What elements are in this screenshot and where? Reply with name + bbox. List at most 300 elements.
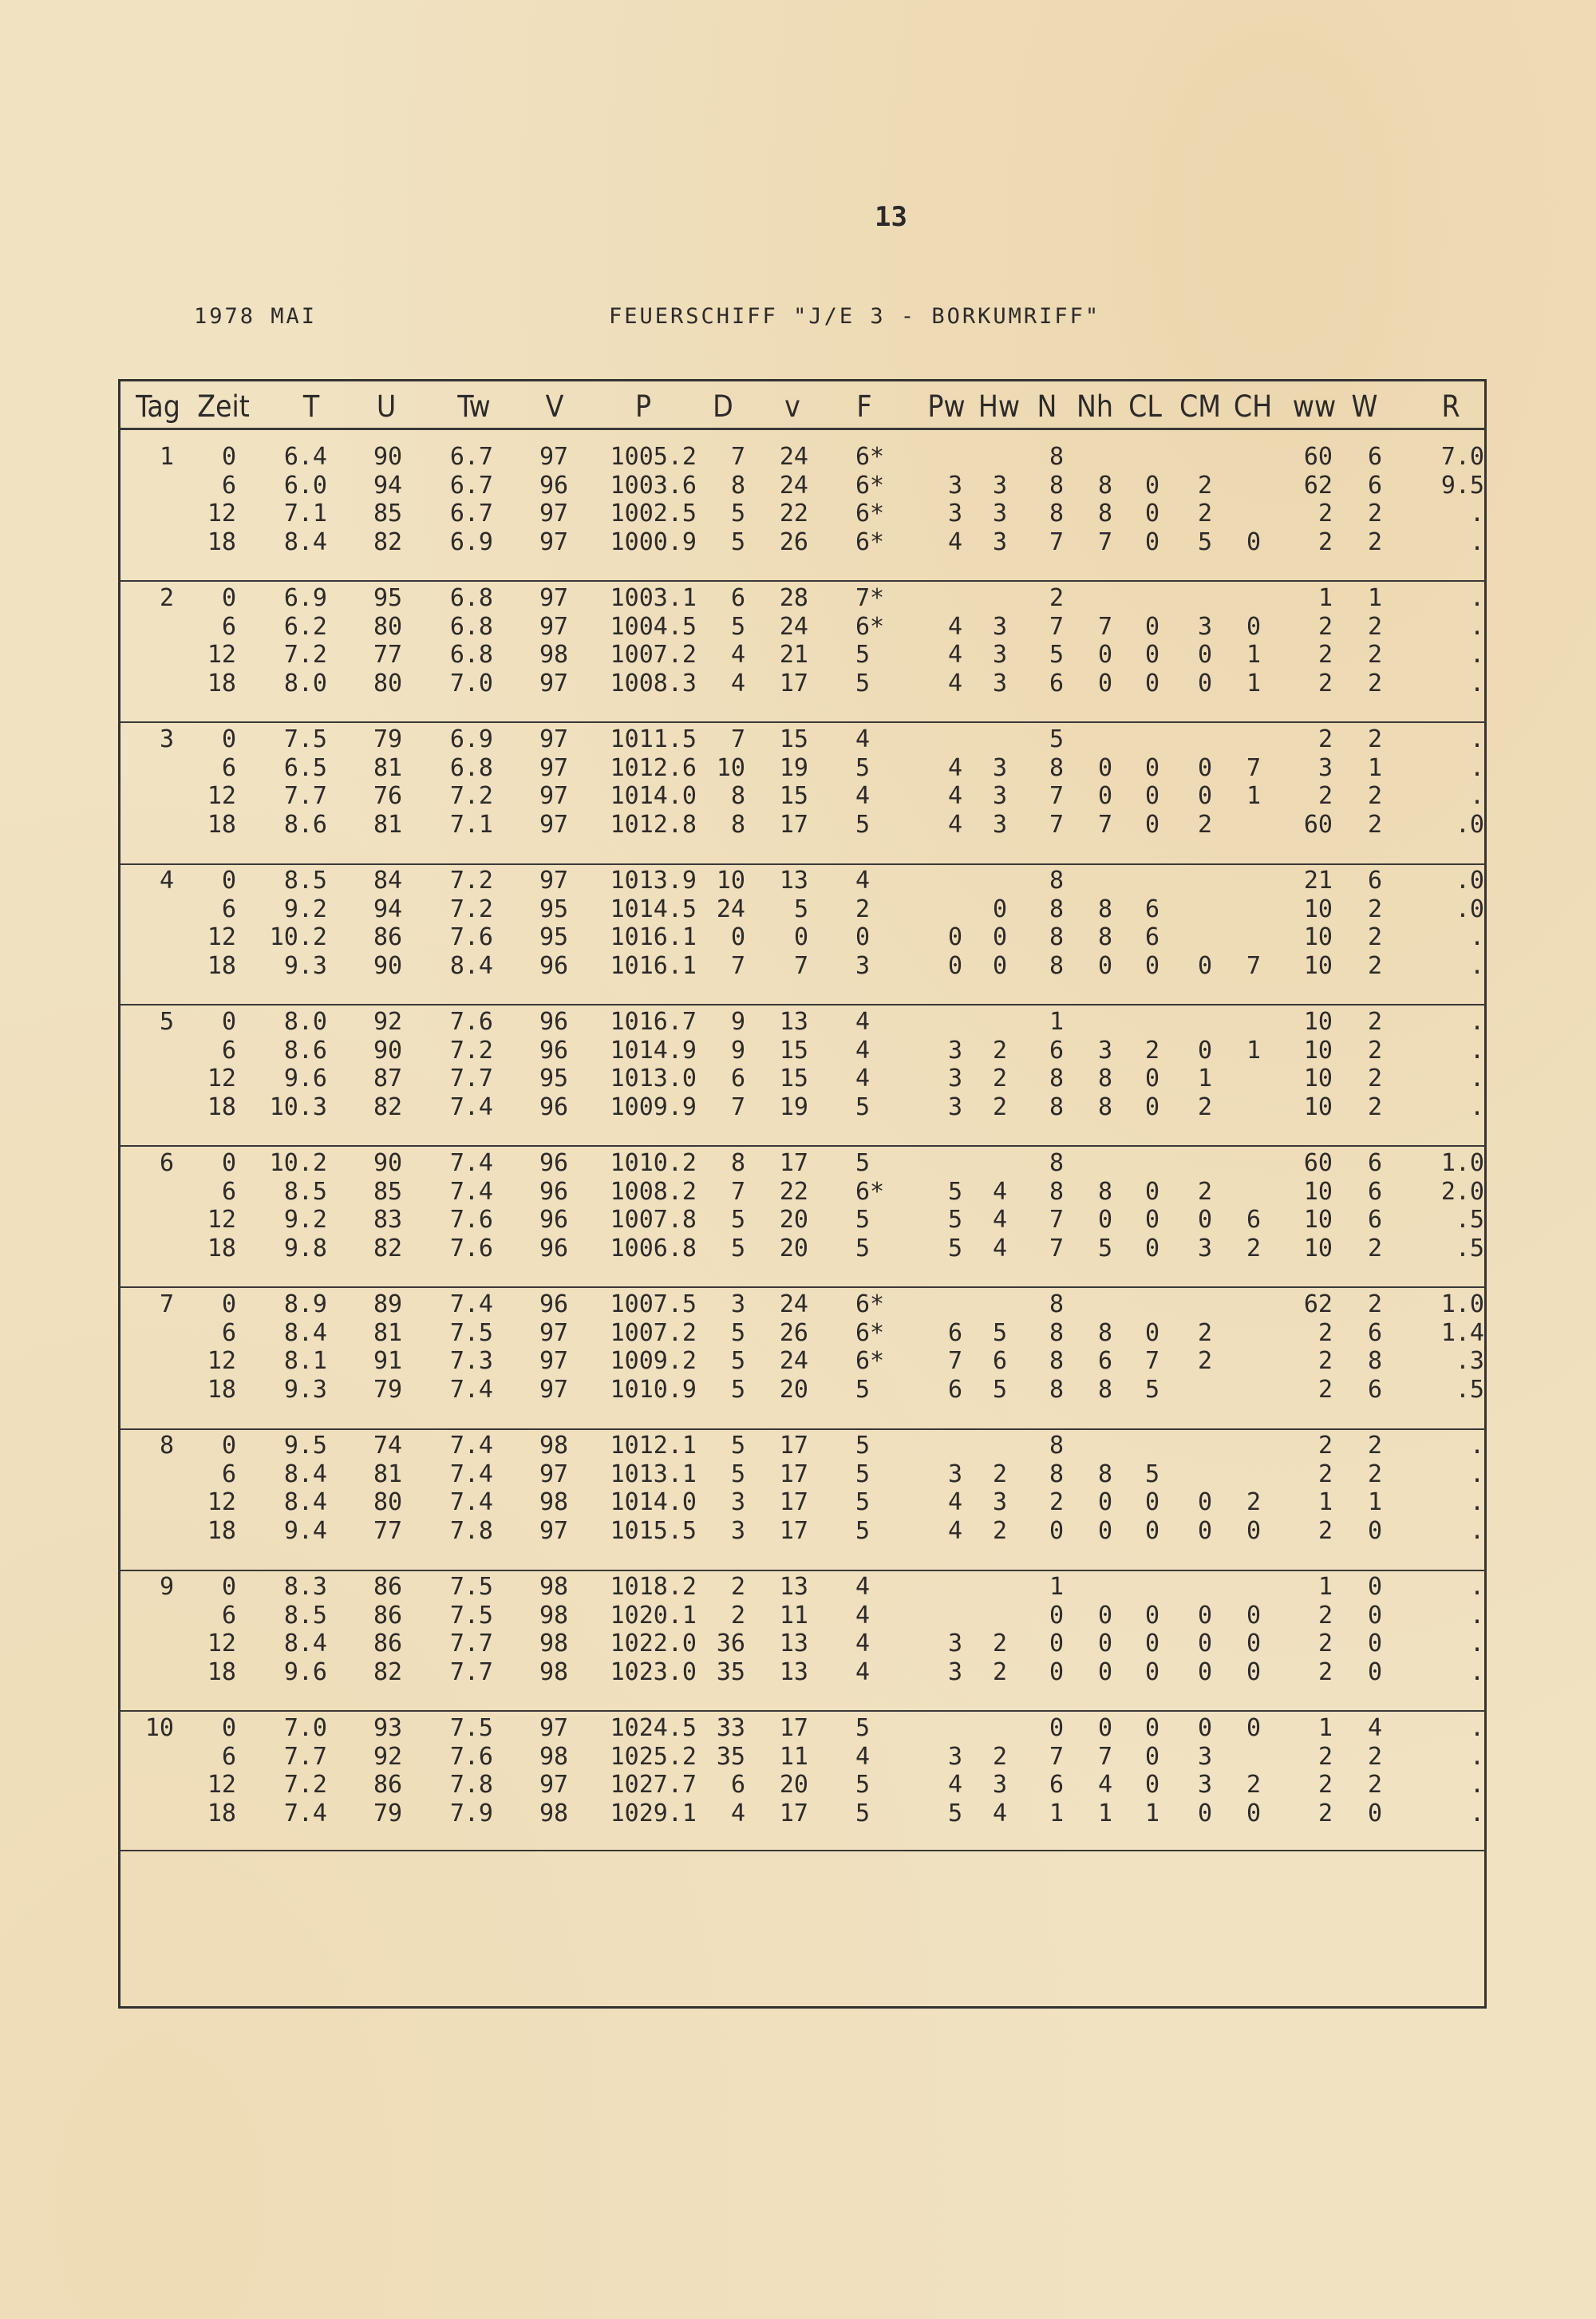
cell-w: 2 xyxy=(1367,895,1383,923)
cell-p: 1027.7 xyxy=(610,1771,697,1799)
cell-zeit: 0 xyxy=(221,1432,236,1460)
cell-nh: 8 xyxy=(1097,500,1113,527)
cell-n: 7 xyxy=(1049,1742,1065,1771)
cell-vv: 20 xyxy=(779,1206,808,1234)
cell-cl: 0 xyxy=(1144,782,1160,810)
cell-vv: 11 xyxy=(779,1742,808,1771)
cell-pw: 4 xyxy=(947,612,963,641)
cell-f: 3 xyxy=(855,951,871,980)
day-number: 8 xyxy=(159,1432,174,1460)
cell-tw: 7.5 xyxy=(449,1601,493,1630)
cell-d: 36 xyxy=(716,1630,745,1657)
cell-d: 6 xyxy=(730,1065,745,1092)
cell-tw: 7.5 xyxy=(449,1318,493,1347)
cell-w: 2 xyxy=(1367,1742,1383,1771)
cell-ch: 0 xyxy=(1246,1516,1262,1545)
cell-ww: 60 xyxy=(1303,443,1333,471)
cell-u: 79 xyxy=(373,725,403,753)
cell-n: 7 xyxy=(1049,1206,1065,1234)
cell-t: 7.2 xyxy=(283,641,327,669)
cell-hw: 3 xyxy=(992,1488,1008,1516)
cell-hw: 3 xyxy=(992,782,1008,810)
cell-tw: 7.2 xyxy=(449,895,493,923)
cell-u: 80 xyxy=(373,1488,403,1516)
cell-hw: 3 xyxy=(992,500,1008,527)
cell-p: 1013.1 xyxy=(610,1460,697,1488)
cell-vv: 20 xyxy=(779,1234,808,1262)
cell-tw: 7.1 xyxy=(449,810,493,839)
cell-cm: 2 xyxy=(1197,810,1213,839)
cell-u: 90 xyxy=(373,951,403,980)
cell-w: 2 xyxy=(1367,641,1383,669)
cell-pw: 4 xyxy=(947,1771,963,1799)
cell-pw: 5 xyxy=(947,1177,963,1206)
cell-zeit: 6 xyxy=(221,1177,236,1206)
cell-n: 8 xyxy=(1049,1375,1065,1404)
cell-cl: 6 xyxy=(1144,895,1160,923)
cell-hw: 2 xyxy=(992,1742,1008,1771)
cell-d: 0 xyxy=(730,923,745,951)
cell-tw: 6.9 xyxy=(449,725,493,753)
cell-pw: 4 xyxy=(947,810,963,839)
cell-cl: 0 xyxy=(1144,1092,1160,1121)
cell-cm: 0 xyxy=(1197,1657,1213,1686)
cell-zeit: 12 xyxy=(207,1347,236,1375)
cell-vv: 17 xyxy=(779,1149,808,1177)
cell-vv: 7 xyxy=(793,951,808,980)
cell-n: 8 xyxy=(1049,923,1065,951)
cell-n: 0 xyxy=(1049,1516,1065,1545)
cell-w: 2 xyxy=(1367,1036,1383,1065)
cell-cl: 0 xyxy=(1144,1177,1160,1206)
cell-tw: 7.5 xyxy=(449,1714,493,1742)
cell-pw: 3 xyxy=(947,1657,963,1686)
cell-ww: 10 xyxy=(1303,1036,1333,1065)
cell-ww: 10 xyxy=(1303,1206,1333,1234)
cell-tw: 7.2 xyxy=(449,867,493,895)
cell-t: 8.9 xyxy=(283,1290,327,1318)
cell-ww: 2 xyxy=(1317,669,1333,697)
cell-p: 1003.6 xyxy=(610,471,697,500)
cell-u: 76 xyxy=(373,782,403,810)
cell-t: 6.0 xyxy=(283,471,327,500)
cell-f: 6* xyxy=(855,1177,885,1206)
cell-hw: 3 xyxy=(992,810,1008,839)
cell-zeit: 6 xyxy=(221,1460,236,1488)
cell-w: 1 xyxy=(1367,584,1383,612)
cell-v: 96 xyxy=(539,471,569,500)
cell-t: 7.7 xyxy=(283,1742,327,1771)
cell-cl: 0 xyxy=(1144,669,1160,697)
cell-vv: 15 xyxy=(779,1065,808,1092)
cell-p: 1007.2 xyxy=(610,641,697,669)
day-number: 10 xyxy=(144,1714,174,1742)
cell-hw: 0 xyxy=(992,895,1008,923)
cell-p: 1014.0 xyxy=(610,782,697,810)
cell-r: . xyxy=(1469,1630,1484,1657)
cell-ww: 2 xyxy=(1317,1657,1333,1686)
cell-v: 96 xyxy=(539,1008,569,1036)
cell-n: 8 xyxy=(1049,1149,1065,1177)
cell-vv: 24 xyxy=(779,1347,808,1375)
cell-ww: 2 xyxy=(1317,1771,1333,1799)
cell-n: 7 xyxy=(1049,782,1065,810)
cell-n: 8 xyxy=(1049,867,1065,895)
cell-cl: 0 xyxy=(1144,1234,1160,1262)
cell-cl: 0 xyxy=(1144,471,1160,500)
cell-p: 1010.9 xyxy=(610,1375,697,1404)
cell-ch: 0 xyxy=(1246,1601,1262,1630)
cell-ww: 1 xyxy=(1317,1488,1333,1516)
cell-n: 7 xyxy=(1049,527,1065,556)
cell-zeit: 18 xyxy=(207,1234,236,1262)
cell-u: 79 xyxy=(373,1799,403,1827)
cell-nh: 7 xyxy=(1097,612,1113,641)
cell-u: 80 xyxy=(373,612,403,641)
cell-v: 95 xyxy=(539,923,569,951)
cell-v: 97 xyxy=(539,1318,569,1347)
cell-w: 8 xyxy=(1367,1347,1383,1375)
cell-t: 6.5 xyxy=(283,753,327,782)
cell-t: 7.7 xyxy=(283,782,327,810)
cell-f: 4 xyxy=(855,782,871,810)
cell-p: 1018.2 xyxy=(610,1573,697,1601)
cell-f: 4 xyxy=(855,1008,871,1036)
cell-nh: 8 xyxy=(1097,1065,1113,1092)
cell-n: 2 xyxy=(1049,584,1065,612)
table-rule xyxy=(118,1286,1487,1288)
cell-cl: 0 xyxy=(1144,1488,1160,1516)
cell-f: 4 xyxy=(855,1065,871,1092)
cell-r: 1.0 xyxy=(1440,1149,1484,1177)
cell-cm: 0 xyxy=(1197,753,1213,782)
cell-p: 1022.0 xyxy=(610,1630,697,1657)
cell-nh: 8 xyxy=(1097,923,1113,951)
cell-cm: 0 xyxy=(1197,641,1213,669)
cell-r: . xyxy=(1469,1488,1484,1516)
cell-pw: 3 xyxy=(947,1065,963,1092)
cell-ww: 2 xyxy=(1317,782,1333,810)
cell-u: 79 xyxy=(373,1375,403,1404)
cell-vv: 13 xyxy=(779,1630,808,1657)
cell-cl: 0 xyxy=(1144,1657,1160,1686)
cell-nh: 3 xyxy=(1097,1036,1113,1065)
cell-n: 8 xyxy=(1049,1432,1065,1460)
day-number: 6 xyxy=(159,1149,174,1177)
col-head-n: N xyxy=(1037,389,1057,424)
cell-f: 4 xyxy=(855,1036,871,1065)
cell-v: 97 xyxy=(539,725,569,753)
cell-tw: 7.8 xyxy=(449,1516,493,1545)
col-head-cm: CM xyxy=(1179,389,1221,424)
cell-vv: 17 xyxy=(779,669,808,697)
cell-d: 35 xyxy=(716,1657,745,1686)
cell-p: 1013.0 xyxy=(610,1065,697,1092)
table-rule xyxy=(118,721,1487,723)
cell-zeit: 0 xyxy=(221,1290,236,1318)
table-rule xyxy=(118,580,1487,582)
cell-r: . xyxy=(1469,1036,1484,1065)
col-head-r: R xyxy=(1441,389,1460,424)
cell-u: 83 xyxy=(373,1206,403,1234)
cell-u: 81 xyxy=(373,1460,403,1488)
cell-nh: 8 xyxy=(1097,471,1113,500)
cell-w: 2 xyxy=(1367,527,1383,556)
cell-zeit: 12 xyxy=(207,1630,236,1657)
cell-u: 90 xyxy=(373,1036,403,1065)
cell-f: 6* xyxy=(855,1347,885,1375)
cell-nh: 8 xyxy=(1097,1460,1113,1488)
cell-w: 6 xyxy=(1367,1206,1383,1234)
cell-r: . xyxy=(1469,923,1484,951)
cell-w: 6 xyxy=(1367,471,1383,500)
cell-nh: 0 xyxy=(1097,1630,1113,1657)
cell-d: 5 xyxy=(730,612,745,641)
cell-vv: 17 xyxy=(779,1799,808,1827)
cell-v: 96 xyxy=(539,1206,569,1234)
cell-nh: 7 xyxy=(1097,810,1113,839)
table-rule xyxy=(118,1850,1487,1851)
cell-t: 8.3 xyxy=(283,1573,327,1601)
cell-nh: 0 xyxy=(1097,1657,1113,1686)
cell-n: 1 xyxy=(1049,1799,1065,1827)
cell-f: 4 xyxy=(855,1601,871,1630)
col-head-vv: v xyxy=(784,389,800,424)
day-number: 7 xyxy=(159,1290,174,1318)
cell-n: 8 xyxy=(1049,500,1065,527)
cell-f: 0 xyxy=(855,923,871,951)
cell-pw: 3 xyxy=(947,1036,963,1065)
cell-p: 1006.8 xyxy=(610,1234,697,1262)
cell-tw: 7.4 xyxy=(449,1092,493,1121)
cell-r: . xyxy=(1469,1432,1484,1460)
cell-tw: 7.3 xyxy=(449,1347,493,1375)
cell-t: 10.2 xyxy=(269,1149,327,1177)
cell-p: 1007.2 xyxy=(610,1318,697,1347)
cell-u: 86 xyxy=(373,1601,403,1630)
cell-n: 5 xyxy=(1049,725,1065,753)
cell-t: 7.2 xyxy=(283,1771,327,1799)
cell-f: 6* xyxy=(855,527,885,556)
cell-ww: 10 xyxy=(1303,923,1333,951)
cell-d: 8 xyxy=(730,810,745,839)
col-head-ch: CH xyxy=(1233,389,1273,424)
cell-cm: 0 xyxy=(1197,1601,1213,1630)
cell-u: 81 xyxy=(373,1318,403,1347)
cell-w: 6 xyxy=(1367,443,1383,471)
cell-v: 96 xyxy=(539,1036,569,1065)
cell-f: 5 xyxy=(855,753,871,782)
cell-p: 1005.2 xyxy=(610,443,697,471)
cell-n: 8 xyxy=(1049,1347,1065,1375)
cell-r: .0 xyxy=(1455,895,1484,923)
cell-t: 8.1 xyxy=(283,1347,327,1375)
cell-v: 97 xyxy=(539,527,569,556)
cell-nh: 8 xyxy=(1097,1177,1113,1206)
cell-d: 5 xyxy=(730,1375,745,1404)
cell-cl: 0 xyxy=(1144,1601,1160,1630)
cell-w: 0 xyxy=(1367,1516,1383,1545)
cell-n: 8 xyxy=(1049,471,1065,500)
cell-v: 97 xyxy=(539,1460,569,1488)
cell-v: 97 xyxy=(539,500,569,527)
cell-f: 5 xyxy=(855,1234,871,1262)
cell-f: 5 xyxy=(855,1460,871,1488)
cell-t: 8.0 xyxy=(283,669,327,697)
cell-zeit: 18 xyxy=(207,669,236,697)
cell-pw: 4 xyxy=(947,753,963,782)
cell-d: 4 xyxy=(730,641,745,669)
col-head-cl: CL xyxy=(1128,389,1162,424)
cell-tw: 7.6 xyxy=(449,1234,493,1262)
cell-f: 5 xyxy=(855,1488,871,1516)
cell-cl: 0 xyxy=(1144,1771,1160,1799)
cell-hw: 2 xyxy=(992,1460,1008,1488)
cell-nh: 0 xyxy=(1097,782,1113,810)
cell-hw: 6 xyxy=(992,1347,1008,1375)
cell-cm: 2 xyxy=(1197,500,1213,527)
cell-zeit: 6 xyxy=(221,471,236,500)
cell-zeit: 0 xyxy=(221,443,236,471)
cell-n: 8 xyxy=(1049,1092,1065,1121)
cell-v: 97 xyxy=(539,1347,569,1375)
cell-tw: 7.5 xyxy=(449,1573,493,1601)
cell-v: 96 xyxy=(539,1092,569,1121)
cell-vv: 17 xyxy=(779,1460,808,1488)
cell-cl: 0 xyxy=(1144,1065,1160,1092)
cell-tw: 7.4 xyxy=(449,1375,493,1404)
cell-d: 33 xyxy=(716,1714,745,1742)
cell-d: 5 xyxy=(730,1234,745,1262)
cell-vv: 22 xyxy=(779,1177,808,1206)
cell-ww: 60 xyxy=(1303,1149,1333,1177)
cell-zeit: 12 xyxy=(207,782,236,810)
cell-d: 9 xyxy=(730,1008,745,1036)
cell-cl: 5 xyxy=(1144,1375,1160,1404)
cell-zeit: 6 xyxy=(221,612,236,641)
cell-v: 95 xyxy=(539,895,569,923)
cell-p: 1008.3 xyxy=(610,669,697,697)
cell-v: 96 xyxy=(539,1149,569,1177)
cell-r: . xyxy=(1469,1799,1484,1827)
cell-r: . xyxy=(1469,1601,1484,1630)
cell-zeit: 0 xyxy=(221,867,236,895)
cell-w: 0 xyxy=(1367,1630,1383,1657)
cell-vv: 13 xyxy=(779,867,808,895)
cell-ch: 1 xyxy=(1246,1036,1262,1065)
cell-w: 6 xyxy=(1367,1177,1383,1206)
col-head-pw: Pw xyxy=(927,389,966,424)
cell-cl: 0 xyxy=(1144,500,1160,527)
cell-d: 7 xyxy=(730,1092,745,1121)
cell-ch: 1 xyxy=(1246,669,1262,697)
cell-hw: 3 xyxy=(992,1771,1008,1799)
cell-w: 2 xyxy=(1367,923,1383,951)
cell-p: 1012.6 xyxy=(610,753,697,782)
cell-w: 2 xyxy=(1367,1432,1383,1460)
cell-pw: 5 xyxy=(947,1234,963,1262)
cell-t: 7.1 xyxy=(283,500,327,527)
cell-pw: 5 xyxy=(947,1206,963,1234)
cell-ww: 2 xyxy=(1317,725,1333,753)
cell-n: 8 xyxy=(1049,1177,1065,1206)
cell-t: 7.4 xyxy=(283,1799,327,1827)
cell-tw: 7.2 xyxy=(449,782,493,810)
day-number: 1 xyxy=(159,443,174,471)
cell-pw: 3 xyxy=(947,1742,963,1771)
cell-t: 9.2 xyxy=(283,895,327,923)
table-rule xyxy=(118,863,1487,865)
cell-nh: 0 xyxy=(1097,1488,1113,1516)
cell-r: . xyxy=(1469,1742,1484,1771)
cell-w: 0 xyxy=(1367,1657,1383,1686)
cell-n: 8 xyxy=(1049,443,1065,471)
cell-d: 5 xyxy=(730,500,745,527)
cell-v: 96 xyxy=(539,951,569,980)
cell-vv: 17 xyxy=(779,1714,808,1742)
cell-r: . xyxy=(1469,753,1484,782)
cell-vv: 24 xyxy=(779,443,808,471)
cell-vv: 26 xyxy=(779,527,808,556)
cell-tw: 7.4 xyxy=(449,1290,493,1318)
cell-ww: 2 xyxy=(1317,1799,1333,1827)
cell-f: 5 xyxy=(855,1375,871,1404)
cell-vv: 22 xyxy=(779,500,808,527)
cell-tw: 7.2 xyxy=(449,1036,493,1065)
cell-t: 9.4 xyxy=(283,1516,327,1545)
cell-p: 1013.9 xyxy=(610,867,697,895)
cell-t: 9.6 xyxy=(283,1065,327,1092)
cell-w: 2 xyxy=(1367,1234,1383,1262)
cell-nh: 0 xyxy=(1097,1206,1113,1234)
cell-f: 5 xyxy=(855,1799,871,1827)
cell-hw: 0 xyxy=(992,951,1008,980)
cell-cm: 2 xyxy=(1197,1092,1213,1121)
cell-v: 97 xyxy=(539,584,569,612)
cell-u: 80 xyxy=(373,669,403,697)
cell-cm: 0 xyxy=(1197,1488,1213,1516)
cell-r: . xyxy=(1469,1573,1484,1601)
cell-t: 9.3 xyxy=(283,1375,327,1404)
cell-u: 77 xyxy=(373,641,403,669)
cell-w: 2 xyxy=(1367,500,1383,527)
cell-t: 8.4 xyxy=(283,1460,327,1488)
cell-d: 3 xyxy=(730,1516,745,1545)
cell-ww: 10 xyxy=(1303,1065,1333,1092)
cell-cl: 0 xyxy=(1144,951,1160,980)
cell-cm: 0 xyxy=(1197,951,1213,980)
cell-v: 97 xyxy=(539,1714,569,1742)
cell-zeit: 18 xyxy=(207,1375,236,1404)
cell-ww: 1 xyxy=(1317,1573,1333,1601)
cell-zeit: 18 xyxy=(207,1657,236,1686)
cell-d: 6 xyxy=(730,1771,745,1799)
day-number: 3 xyxy=(159,725,174,753)
table-rule xyxy=(118,1428,1487,1430)
cell-p: 1002.5 xyxy=(610,500,697,527)
cell-nh: 1 xyxy=(1097,1799,1113,1827)
cell-d: 5 xyxy=(730,1347,745,1375)
cell-r: . xyxy=(1469,1460,1484,1488)
col-head-v: V xyxy=(545,389,564,424)
cell-r: 1.4 xyxy=(1440,1318,1484,1347)
cell-n: 0 xyxy=(1049,1714,1065,1742)
cell-tw: 8.4 xyxy=(449,951,493,980)
cell-pw: 4 xyxy=(947,527,963,556)
cell-f: 4 xyxy=(855,1630,871,1657)
cell-cm: 0 xyxy=(1197,1516,1213,1545)
cell-vv: 17 xyxy=(779,1432,808,1460)
